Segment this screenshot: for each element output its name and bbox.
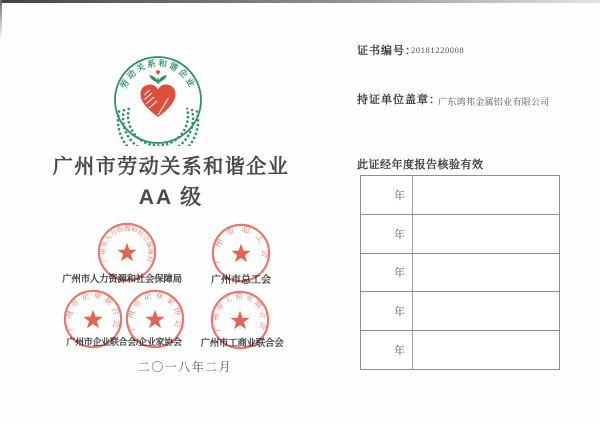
issuer-label-human-resources-bureau: 广州市人力资源和社会保障局 bbox=[62, 274, 182, 285]
official-seal-trade-union bbox=[210, 222, 272, 284]
seal-arc-text: 广州市工商业联合会 bbox=[211, 291, 269, 333]
table-cell-result bbox=[413, 254, 559, 292]
table-cell-result bbox=[413, 176, 559, 214]
certificate-number-value: 20181220008 bbox=[411, 45, 465, 55]
official-seal-enterprise-confederation bbox=[62, 288, 124, 350]
official-seal-human-resources-bureau bbox=[96, 221, 158, 283]
seal-arc-text: 广州市企业家协会 bbox=[126, 290, 184, 333]
table-row bbox=[361, 330, 559, 369]
seal-arc-text: 广州市总工会 bbox=[210, 222, 272, 265]
emblem-ring-text: 劳动关系和谐企业 bbox=[118, 57, 198, 91]
table-row bbox=[361, 291, 559, 330]
issue-date: 二〇一八年二月 bbox=[137, 360, 233, 374]
table-cell-result bbox=[413, 331, 559, 369]
official-seal-entrepreneurs-association bbox=[124, 288, 186, 350]
table-cell-year: 年 bbox=[361, 331, 413, 369]
scan-edge-artifact bbox=[0, 0, 2, 40]
table-cell-year: 年 bbox=[361, 292, 413, 330]
scan-edge-artifact bbox=[0, 0, 600, 3]
table-row bbox=[361, 253, 559, 292]
issuer-label-enterprise-federation: 广州市企业联合会/企业家协会 bbox=[66, 337, 182, 347]
harmony-enterprise-emblem-icon bbox=[112, 54, 204, 146]
table-row bbox=[361, 176, 559, 214]
issuer-label-trade-union: 广州市总工会 bbox=[211, 275, 271, 286]
holder-company-name: 广东鸿邦金属铝业有限公司 bbox=[438, 97, 550, 107]
issuer-label-industry-commerce-federation: 广州市工商业联合会 bbox=[200, 338, 284, 349]
table-cell-year: 年 bbox=[361, 215, 413, 253]
table-cell-year: 年 bbox=[361, 176, 413, 214]
annual-verification-table bbox=[360, 175, 560, 370]
certificate-title-line1: 广州市劳动关系和谐企业 bbox=[52, 156, 290, 178]
table-cell-result bbox=[413, 292, 559, 330]
official-seal-industry-commerce-federation bbox=[209, 289, 271, 351]
table-cell-result bbox=[413, 215, 559, 253]
seal-arc-text: 广州市企业联合会 bbox=[64, 290, 122, 333]
table-cell-year: 年 bbox=[361, 254, 413, 292]
seal-arc-text: 广州市人力资源和社会保障局 bbox=[100, 225, 154, 263]
certificate-number-label: 证书编号： bbox=[357, 45, 417, 57]
table-row bbox=[361, 214, 559, 253]
annual-verification-heading: 此证经年度报告核验有效 bbox=[357, 159, 484, 171]
certificate-grade: AA 级 bbox=[138, 186, 204, 209]
holder-stamp-label: 持证单位盖章： bbox=[357, 94, 441, 106]
